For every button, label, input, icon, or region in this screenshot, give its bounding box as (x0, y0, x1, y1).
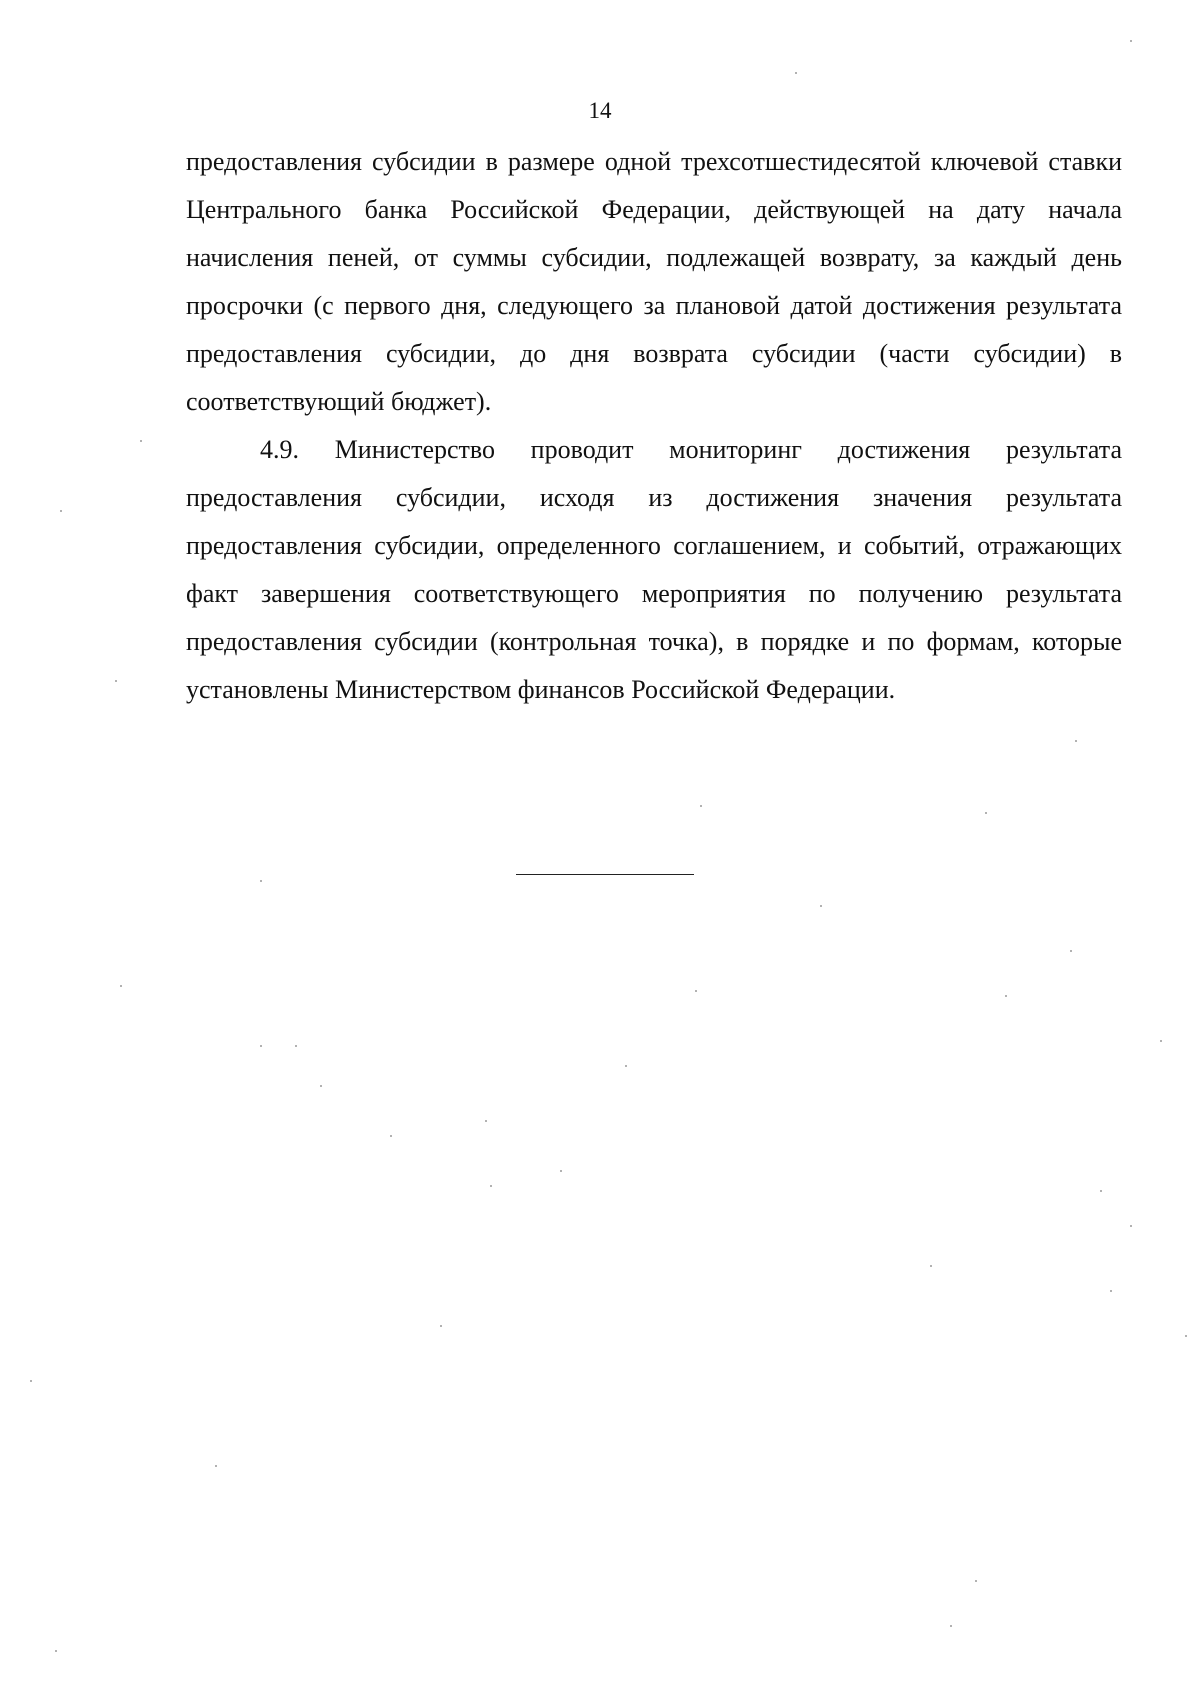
end-separator-line (516, 874, 694, 875)
document-body (186, 138, 1122, 714)
paragraph-clause-4-9: 4.9. Министерство проводит мониторинг достижения результата предоставления субсидии, исходя из достижения значения результата предоставления субсидии, определенного соглашением, и событий, отражающих факт завершения соответствующего мероприятия по получению результата предоставления субсидии (контрольная точка), в порядке и по формам, которые установлены Министерством финансов Российской Федерации. (186, 435, 1122, 704)
paragraph-continuation: предоставления субсидии в размере одной трехсотшестидесятой ключевой ставки Центрального банка Российской Федерации, действующей на дату начала начисления пеней, от суммы субсидии, подлежащей возврату, за каждый день просрочки (с первого дня, следующего за плановой датой достижения результата предоставления субсидии, до дня возврата субсидии (части субсидии) в соответствующий бюджет). (186, 147, 1122, 416)
page-number: 14 (588, 98, 612, 123)
